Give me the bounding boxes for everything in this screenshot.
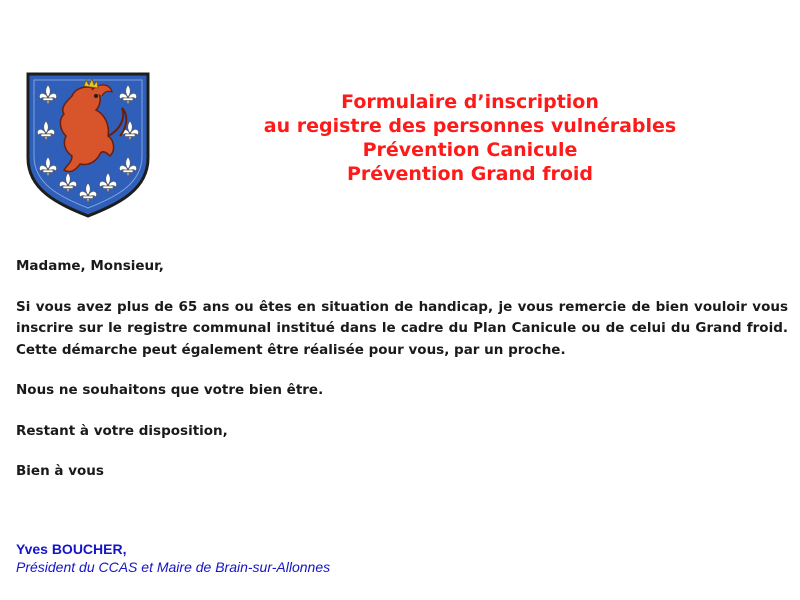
title-line-4: Prévention Grand froid [346, 163, 594, 185]
title-line-2: au registre des personnes vulnérables [263, 115, 677, 137]
signatory-name: Yves BOUCHER, [16, 541, 127, 557]
title-line-1: Formulaire d’inscription [341, 91, 599, 113]
letter-paragraph: Si vous avez plus de 65 ans ou êtes en situation de handicap, je vous remercie de bien vouloir vous inscrire sur le registre communal institué dans le cadre du Plan Canicule ou de celui du Grand froid. Cette démarche peut également être réalisée pour vous, par un proche. [16, 298, 788, 358]
wish-line: Nous ne souhaitons que votre bien être. [16, 382, 324, 398]
signatory-title: Président du CCAS et Maire de Brain-sur-Allonnes [16, 559, 331, 575]
closing-line: Bien à vous [16, 463, 104, 479]
letter-body [16, 256, 788, 502]
form-title [220, 90, 720, 186]
title-line-3: Prévention Canicule [362, 139, 578, 161]
availability-line: Restant à votre disposition, [16, 422, 228, 439]
coat-of-arms-icon [22, 66, 154, 218]
signature-block [16, 540, 330, 576]
salutation: Madame, Monsieur, [16, 258, 164, 274]
